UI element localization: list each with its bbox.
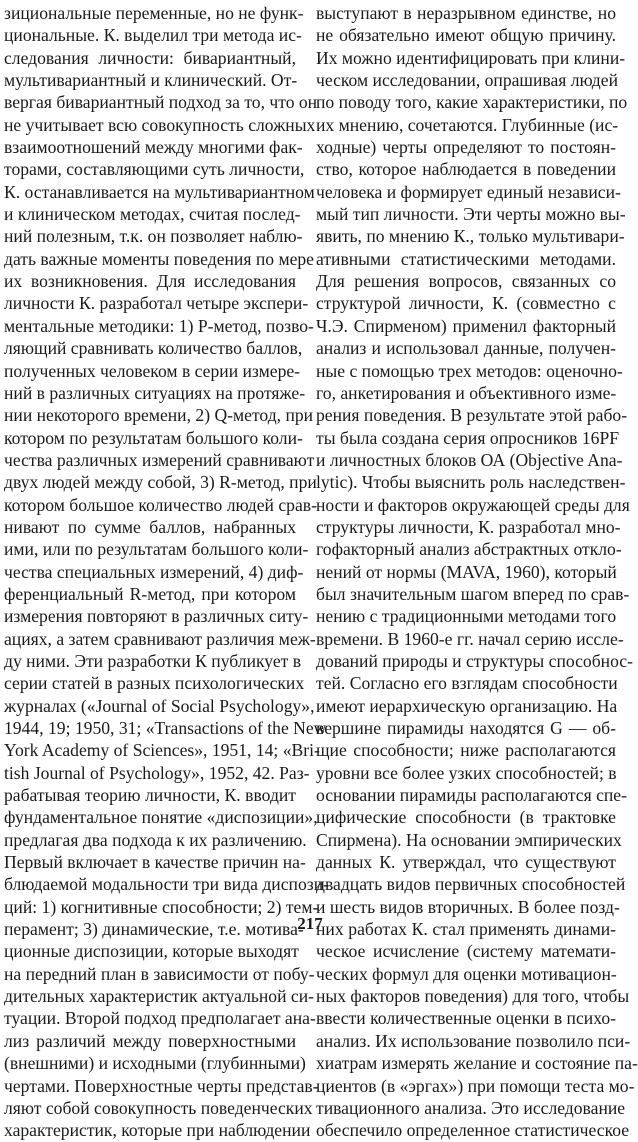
text-line: лиз различий между поверхностными — [4, 1030, 296, 1051]
text-line: нивают по сумме баллов, набранных — [4, 516, 296, 537]
text-line: выступают в неразрывном единстве, но — [316, 3, 616, 23]
right-text-column — [316, 2, 638, 1142]
text-line: данных К. утверждал, что существуют — [316, 852, 616, 873]
text-line: взаимоотношений между многими фак- — [4, 137, 303, 158]
text-line: торами, составляющими суть личности, — [4, 159, 305, 180]
text-line: ввести количественные оценки в психо- — [316, 1008, 616, 1029]
text-line: ческом исследовании, опрашивая людей — [316, 70, 618, 91]
text-line: имеют иерархическую организацию. На — [316, 695, 618, 716]
text-line: структурой личности, К. (совместно с — [316, 293, 616, 314]
text-line: времени. В 1960-е гг. начал серию иссле- — [316, 628, 624, 649]
text-line: их возникновения. Для исследования — [4, 271, 296, 292]
text-line: дительных характеристик актуальной си- — [4, 986, 314, 1007]
text-line: циентов (в «эргах») при помощи теста мо- — [316, 1075, 635, 1096]
text-line: гофакторный анализ абстрактных откло- — [316, 539, 622, 560]
text-line: нений от нормы (MAVA, 1960), который — [316, 561, 617, 582]
text-line: дований природы и структуры способнос- — [316, 650, 633, 671]
text-line: ментальные методики: 1) P-метод, позво- — [4, 315, 314, 336]
text-line: 1944, 19; 1950, 31; «Transactions of the New — [4, 718, 327, 738]
text-line: котором большое количество людей срав- — [4, 494, 317, 515]
text-line: циональные. К. выделил три метода ис- — [4, 25, 302, 46]
text-line: был значительным шагом вперед по срав- — [316, 583, 630, 604]
text-line: Их можно идентифицировать при клини- — [316, 47, 626, 68]
text-line: характеристик, которые при наблюдении — [4, 1120, 311, 1141]
text-line: Первый включает в качестве причин на- — [4, 852, 306, 873]
text-line: нению с традиционными методами того — [316, 606, 617, 627]
text-line: вергая бивариантный подход за то, что он — [4, 92, 318, 113]
text-line: вершине пирамиды находятся G — об- — [316, 718, 616, 738]
text-line: уровни все более узких способностей; в — [316, 762, 617, 783]
text-line: человека и формирует единый независи- — [316, 181, 621, 202]
text-line: ные с помощью трех методов: оценочно- — [316, 360, 623, 381]
text-line: ляют собой совокупность поведенческих — [4, 1097, 313, 1118]
text-line: рабатывая теорию личности, К. вводит — [4, 785, 296, 806]
text-line: К. останавливается на мультивариантном — [4, 181, 315, 202]
text-line: (внешними) и исходными (глубинными) — [4, 1053, 306, 1074]
text-line: ций: 1) когнитивные способности; 2) тем- — [4, 896, 319, 917]
text-line: Для решения вопросов, связанных со — [316, 271, 616, 292]
text-line: их мнению, сочетаются. Глубинные (ис- — [316, 114, 619, 135]
page-number: 217 — [297, 914, 323, 933]
text-line: рения поведения. В результате этой рабо- — [316, 405, 628, 426]
text-line: хиатрам измерять желание и состояние па- — [316, 1053, 638, 1074]
text-line: ляющий сравнивать количество баллов, — [4, 338, 303, 359]
text-line: личности К. разработал четыре экспери- — [4, 293, 309, 314]
text-line: предлагая два подхода к их различению. — [4, 829, 307, 850]
text-line: ний полезным, т.к. он позволяет наблю- — [4, 226, 303, 247]
text-line: дать важные моменты поведения по мере — [4, 248, 314, 269]
text-line: явить, по мнению К., только мультивари- — [316, 226, 625, 247]
text-line: зициональные переменные, но не функ- — [4, 3, 304, 23]
text-line: ими, или по результатам большого коли- — [4, 539, 309, 560]
text-line: ду ними. Эти разработки К публикует в — [4, 650, 302, 671]
text-line: ности и факторов окружающей среды для — [316, 494, 630, 515]
text-line: цифические способности (в трактовке — [316, 807, 616, 828]
text-line: обеспечило определенное статистическое — [316, 1120, 630, 1141]
text-line: мультивариантный и клинический. От- — [4, 70, 298, 91]
text-line: структуры личности, К. разработал мно- — [316, 516, 621, 537]
text-line: ционные диспозиции, которые выходят — [4, 941, 299, 962]
text-line: ний в различных ситуациях на протяже- — [4, 382, 306, 403]
text-line: ных факторов поведения) для того, чтобы — [316, 986, 630, 1007]
text-line: на передний план в зависимости от побу- — [4, 963, 315, 984]
text-line: тивационного анализа. Это исследование — [316, 1097, 626, 1118]
text-line: ство, которое наблюдается в поведении — [316, 159, 616, 180]
text-line: ациях, а затем сравнивают различия меж- — [4, 628, 316, 649]
text-line: ходные) черты определяют то постоян- — [316, 137, 616, 158]
text-line: чества специальных измерений, 4) диф- — [4, 561, 304, 582]
text-line: туации. Второй подход предполагает ана- — [4, 1008, 316, 1029]
text-line: lytic). Чтобы выяснить роль наследствен- — [316, 472, 626, 493]
text-line: и личностных блоков ОА (Objective Ana- — [316, 449, 623, 470]
text-line: котором по результатам большого коли- — [4, 427, 303, 448]
text-line: серии статей в разных психологических — [4, 673, 305, 694]
text-line: чества различных измерений сравнивают — [4, 449, 315, 470]
text-line: ты была создана серия опросников 16PF — [316, 427, 620, 448]
text-line: York Academy of Sciences», 1951, 14; «Bri- — [4, 740, 320, 761]
text-line: ативными статистическими методами. — [316, 248, 616, 269]
text-line: анализ и использовал данные, получен- — [316, 338, 616, 359]
text-line: и клиническом методах, считая послед- — [4, 204, 301, 225]
text-line: ференциальный R-метод, при котором — [4, 583, 296, 604]
text-line: мый тип личности. Эти черты можно вы- — [316, 204, 626, 225]
text-line: го, анкетирования и объективного изме- — [316, 382, 617, 403]
text-line: Спирмена). На основании эмпирических — [316, 829, 622, 850]
text-line: щие способности; ниже располагаются — [316, 740, 616, 761]
text-line: и шесть видов вторичных. В более позд- — [316, 896, 620, 917]
text-line: перамент; 3) динамические, т.е. мотива- — [4, 919, 304, 940]
text-line: не обязательно имеют общую причину. — [316, 25, 616, 46]
text-line: анализ. Их использование позволило пси- — [316, 1030, 631, 1051]
text-line: них работах К. стал применять динами- — [316, 919, 616, 940]
text-line: ческих формул для оценки мотивацион- — [316, 963, 617, 984]
text-line: основании пирамиды располагаются спе- — [316, 785, 627, 806]
text-line: не учитывает всю совокупность сложных — [4, 114, 316, 135]
text-line: измерения повторяют в различных ситу- — [4, 606, 309, 627]
text-line: чертами. Поверхностные черты представ- — [4, 1075, 319, 1096]
text-line: по поводу того, какие характеристики, по — [316, 92, 628, 113]
text-line: Ч.Э. Спирменом) применил факторный — [316, 315, 616, 336]
text-line: двух людей между собой, 3) R-метод, при — [4, 472, 317, 493]
text-line: tish Journal of Psychology», 1952, 42. Раз- — [4, 762, 310, 783]
text-line: следования личности: бивариантный, — [4, 47, 296, 68]
text-line: журналах («Journal of Social Psychology», — [4, 695, 315, 716]
text-line: ческое исчисление (систему математи- — [316, 941, 616, 962]
text-line: фундаментальное понятие «диспозиции», — [4, 807, 318, 828]
text-line: полученных человеком в серии измере- — [4, 360, 301, 381]
text-line: двадцать видов первичных способностей — [316, 874, 626, 895]
text-line: тей. Согласно его взглядам способности — [316, 673, 618, 694]
text-line: блюдаемой модальности три вида диспози- — [4, 874, 329, 895]
text-line: нии некоторого времени, 2) Q-метод, при — [4, 405, 314, 426]
